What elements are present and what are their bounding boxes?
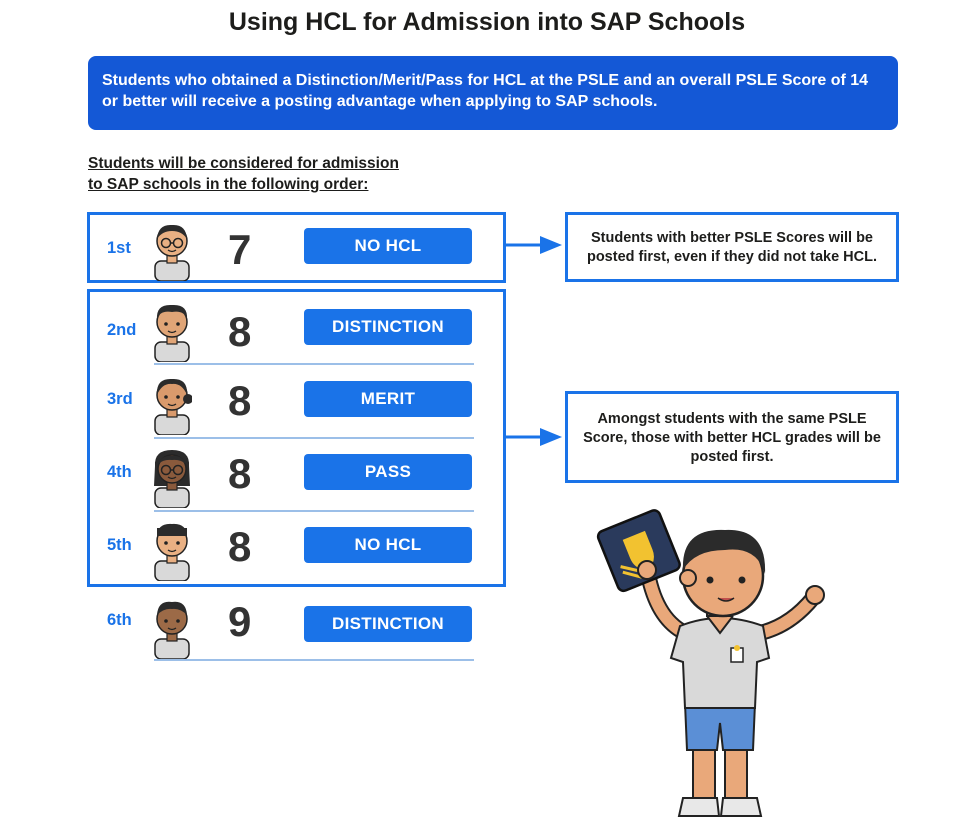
hcl-grade-badge: NO HCL (304, 527, 472, 563)
hcl-grade-badge: DISTINCTION (304, 606, 472, 642)
rank-label: 4th (107, 463, 132, 481)
psle-score: 8 (228, 523, 252, 570)
psle-score: 7 (228, 226, 252, 273)
rank-label: 1st (107, 239, 131, 257)
hcl-grade-badge: PASS (304, 454, 472, 490)
info-banner: Students who obtained a Distinction/Merit/Pass for HCL at the PSLE and an overall PSLE Score of 14 or better will receive a posting advantage when applying to SAP schools. (88, 56, 898, 130)
student-mascot-icon (585, 498, 845, 828)
hcl-grade-badge: NO HCL (304, 228, 472, 264)
page-title: Using HCL for Admission into SAP Schools (228, 8, 746, 36)
arrow-right-icon (506, 236, 562, 254)
psle-score: 8 (228, 450, 252, 497)
rank-label: 3rd (107, 390, 133, 408)
note-same-score: Amongst students with the same PSLE Score, those with better HCL grades will be posted first. (565, 391, 899, 483)
rank-label: 5th (107, 536, 132, 554)
rank-label: 6th (107, 611, 132, 629)
psle-score: 8 (228, 308, 252, 355)
rank-label: 2nd (107, 321, 137, 339)
order-heading-line-1: Students will be considered for admission (88, 155, 399, 172)
note-better-scores: Students with better PSLE Scores will be posted first, even if they did not take HCL. (565, 212, 899, 282)
hcl-grade-badge: MERIT (304, 381, 472, 417)
school-crest-icon (596, 509, 681, 593)
psle-score: 8 (228, 377, 252, 424)
hcl-grade-badge: DISTINCTION (304, 309, 472, 345)
order-heading-line-2: to SAP schools in the following order: (88, 176, 369, 193)
arrow-right-icon (506, 428, 562, 446)
psle-score: 9 (228, 598, 252, 645)
